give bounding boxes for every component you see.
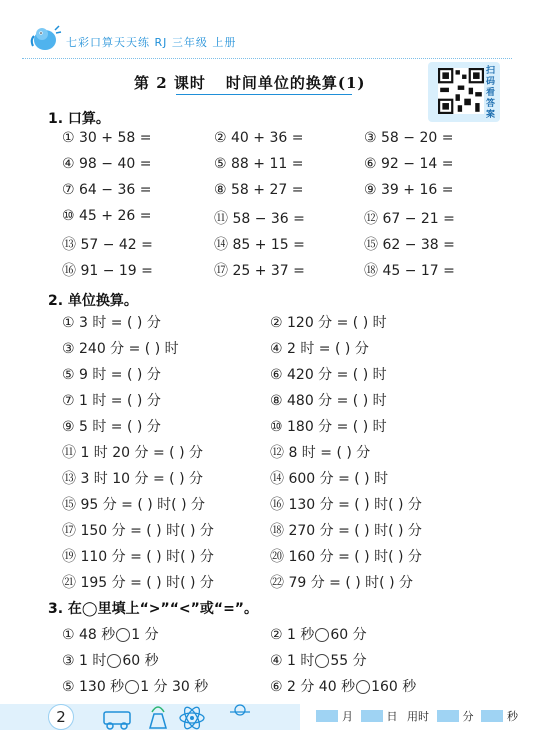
unit-conversion-item[interactable]: ㉒ 79 分 = ( ) 时( ) 分: [270, 575, 413, 591]
lesson-topic: 时间单位的换算(1): [225, 74, 366, 92]
day-box[interactable]: [361, 710, 383, 722]
section-1-heading: 1. 口算。: [48, 111, 110, 127]
unit-conversion-item[interactable]: ⑰ 150 分 = ( ) 时( ) 分: [62, 523, 214, 539]
mental-math-item[interactable]: ⑤ 88 + 11 =: [214, 156, 304, 172]
section-3-heading: 3. 在◯里填上“>”“<”或“=”。: [48, 601, 258, 617]
mental-math-item[interactable]: ⑱ 45 − 17 =: [364, 263, 455, 279]
compare-item: [62, 676, 208, 696]
mental-math-item[interactable]: ② 40 + 36 =: [214, 130, 304, 146]
compare-circle-blank[interactable]: [125, 680, 139, 694]
mental-math-item[interactable]: ⑦ 64 − 36 =: [62, 182, 152, 198]
mental-math-item[interactable]: ⑩ 45 + 26 =: [62, 208, 152, 224]
mental-math-item[interactable]: ⑰ 25 + 37 =: [214, 263, 305, 279]
unit-conversion-item[interactable]: ⑩ 180 分 = ( ) 时: [270, 419, 387, 435]
compare-item: [270, 624, 367, 644]
unit-conversion-item[interactable]: ⑥ 420 分 = ( ) 时: [270, 367, 387, 383]
mental-math-item[interactable]: ⑥ 92 − 14 =: [364, 156, 454, 172]
compare-left: ④ 1 时: [270, 653, 315, 669]
minute-label: 分: [462, 710, 474, 723]
title-underline: [176, 94, 352, 95]
qr-label: 扫码看答案: [486, 66, 496, 120]
unit-conversion-item[interactable]: ⑬ 3 时 10 分 = ( ) 分: [62, 471, 203, 487]
month-box[interactable]: [316, 710, 338, 722]
lesson-title: [134, 72, 366, 93]
mental-math-item[interactable]: ⑬ 57 − 42 =: [62, 237, 153, 253]
month-label: 月: [342, 710, 353, 723]
compare-item: [62, 624, 159, 644]
second-label: 秒: [507, 710, 518, 723]
compare-left: ① 48 秒: [62, 627, 116, 643]
unit-conversion-item[interactable]: ④ 2 时 = ( ) 分: [270, 341, 369, 357]
compare-right: 60 秒: [122, 653, 159, 669]
mental-math-item[interactable]: ③ 58 − 20 =: [364, 130, 454, 146]
mental-math-item[interactable]: ⑮ 62 − 38 =: [364, 237, 455, 253]
time-used-label: 用时: [407, 710, 429, 723]
compare-circle-blank[interactable]: [315, 654, 329, 668]
unit-conversion-item[interactable]: ⑮ 95 分 = ( ) 时( ) 分: [62, 497, 205, 513]
unit-conversion-item[interactable]: ⑨ 5 时 = ( ) 分: [62, 419, 161, 435]
compare-right: 1 分: [131, 627, 159, 643]
unit-conversion-item[interactable]: ① 3 时 = ( ) 分: [62, 315, 161, 331]
unit-conversion-item[interactable]: ⑦ 1 时 = ( ) 分: [62, 393, 161, 409]
mental-math-item[interactable]: ⑧ 58 + 27 =: [214, 182, 304, 198]
day-label: 日: [386, 710, 398, 723]
compare-right: 60 分: [330, 627, 367, 643]
compare-left: ⑤ 130 秒: [62, 679, 125, 695]
unit-conversion-item[interactable]: ⑲ 110 分 = ( ) 时( ) 分: [62, 549, 214, 565]
compare-circle-blank[interactable]: [315, 628, 329, 642]
compare-left: ⑥ 2 分 40 秒: [270, 679, 356, 695]
mascot-logo-icon: [28, 22, 62, 52]
header-divider: [22, 58, 512, 59]
unit-conversion-item[interactable]: ② 120 分 = ( ) 时: [270, 315, 387, 331]
compare-circle-blank[interactable]: [356, 680, 370, 694]
compare-circle-blank[interactable]: [116, 628, 130, 642]
compare-circle-blank[interactable]: [107, 654, 121, 668]
unit-conversion-item[interactable]: ⑪ 1 时 20 分 = ( ) 分: [62, 445, 203, 461]
mental-math-item[interactable]: ④ 98 − 40 =: [62, 156, 152, 172]
compare-right: 55 分: [330, 653, 367, 669]
mental-math-item[interactable]: ⑭ 85 + 15 =: [214, 237, 305, 253]
section-2-heading: 2. 单位换算。: [48, 293, 138, 309]
mental-math-item[interactable]: ① 30 + 58 =: [62, 130, 152, 146]
unit-conversion-item[interactable]: ⑳ 160 分 = ( ) 时( ) 分: [270, 549, 422, 565]
compare-left: ③ 1 时: [62, 653, 107, 669]
footer-decoration-icon: [100, 700, 260, 732]
mental-math-item[interactable]: ⑪ 58 − 36 =: [214, 211, 305, 227]
mental-math-item[interactable]: ⑨ 39 + 16 =: [364, 182, 454, 198]
unit-conversion-item[interactable]: ⑭ 600 分 = ( ) 时: [270, 471, 389, 487]
compare-right: 1 分 30 秒: [140, 679, 209, 695]
compare-item: [62, 650, 159, 670]
second-box[interactable]: [481, 710, 503, 722]
compare-item: [270, 676, 416, 696]
unit-conversion-item[interactable]: ⑧ 480 分 = ( ) 时: [270, 393, 387, 409]
compare-right: 160 秒: [371, 679, 417, 695]
lesson-number: 第 2 课时: [134, 74, 206, 92]
series-title: 七彩口算天天练 RJ 三年级 上册: [66, 36, 237, 49]
unit-conversion-item[interactable]: ⑱ 270 分 = ( ) 时( ) 分: [270, 523, 422, 539]
unit-conversion-item[interactable]: ⑯ 130 分 = ( ) 时( ) 分: [270, 497, 422, 513]
page-header: [0, 0, 536, 60]
qr-code-icon[interactable]: [438, 68, 484, 114]
compare-left: ② 1 秒: [270, 627, 315, 643]
unit-conversion-item[interactable]: ③ 240 分 = ( ) 时: [62, 341, 179, 357]
unit-conversion-item[interactable]: ⑤ 9 时 = ( ) 分: [62, 367, 161, 383]
unit-conversion-item[interactable]: ⑫ 8 时 = ( ) 分: [270, 445, 371, 461]
page-number: 2: [48, 704, 74, 730]
compare-item: [270, 650, 367, 670]
mental-math-item[interactable]: ⑯ 91 − 19 =: [62, 263, 153, 279]
minute-box[interactable]: [437, 710, 459, 722]
unit-conversion-item[interactable]: ㉑ 195 分 = ( ) 时( ) 分: [62, 575, 214, 591]
mental-math-item[interactable]: ⑫ 67 − 21 =: [364, 211, 455, 227]
date-time-record: [312, 708, 518, 724]
